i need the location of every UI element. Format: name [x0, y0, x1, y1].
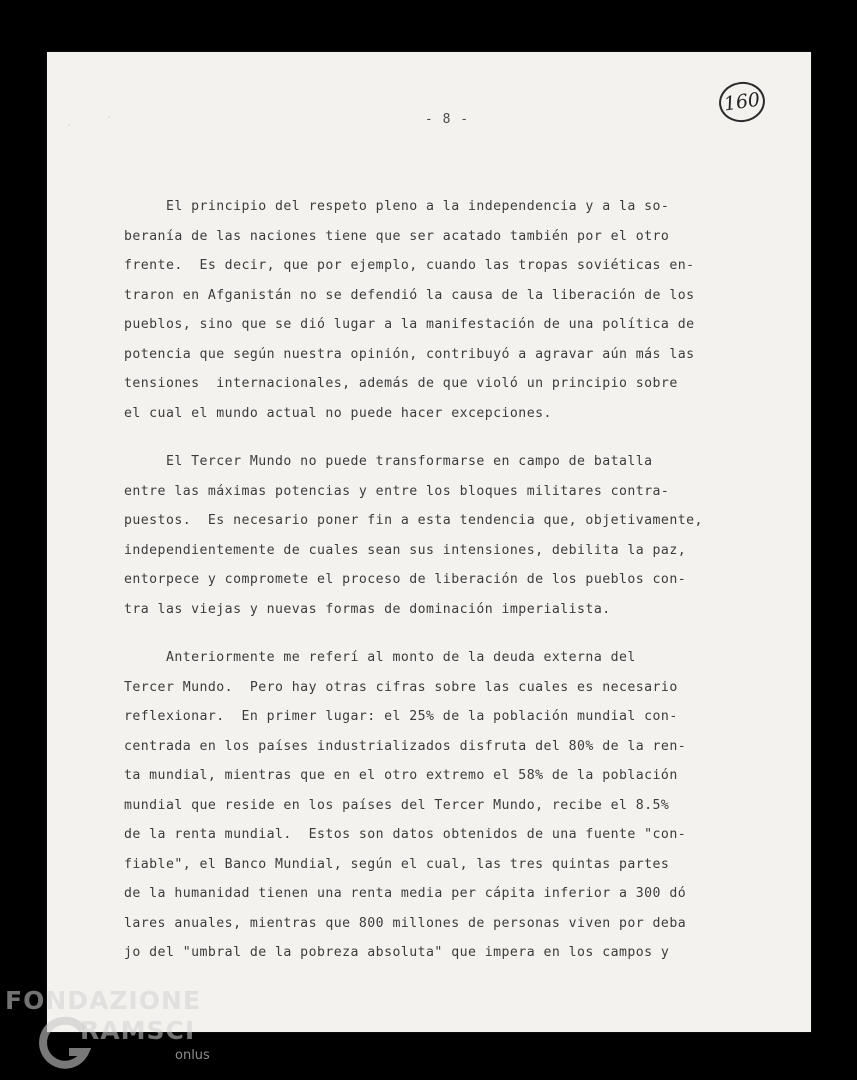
text-line: centrada en los países industrializados disfruta del 80% de la ren-: [124, 738, 687, 754]
text-line: pueblos, sino que se dió lugar a la manifestación de una política de: [124, 317, 695, 332]
document-body: [124, 192, 724, 987]
text-line: tensiones internacionales, además de que violó un principio sobre: [124, 376, 678, 391]
page-number-text: - 8 -: [424, 112, 470, 127]
dust-speck: [68, 124, 70, 126]
text-line: el cual el mundo actual no puede hacer excepciones.: [124, 405, 552, 421]
text-line: mundial que reside en los países del Tercer Mundo, recibe el 8.5%: [124, 797, 670, 813]
dust-speck: [108, 116, 110, 118]
paragraph: [124, 192, 724, 428]
text-line: traron en Afganistán no se defendió la causa de la liberación de los: [124, 287, 695, 303]
text-line: Anteriormente me referí al monto de la deuda externa del: [124, 650, 636, 665]
text-line: puestos. Es necesario poner fin a esta tendencia que, objetivamente,: [124, 513, 703, 528]
paragraph: [124, 643, 724, 968]
text-line: Tercer Mundo. Pero hay otras cifras sobre las cuales es necesario: [124, 679, 678, 695]
text-line: de la renta mundial. Estos son datos obtenidos de una fuente "con-: [124, 827, 687, 842]
watermark-line3: onlus: [175, 1048, 210, 1063]
text-line: reflexionar. En primer lugar: el 25% de la población mundial con-: [124, 709, 678, 724]
text-line: tra las viejas y nuevas formas de dominación imperialista.: [124, 601, 611, 617]
document-page: [47, 52, 811, 1032]
text-line: independientemente de cuales sean sus intensiones, debilita la paz,: [124, 542, 687, 558]
page-number: [47, 112, 811, 127]
text-line: ta mundial, mientras que en el otro extremo el 58% de la población: [124, 768, 678, 783]
text-line: fiable", el Banco Mundial, según el cual, las tres quintas partes: [124, 856, 670, 872]
text-line: frente. Es decir, que por ejemplo, cuando las tropas soviéticas en-: [124, 258, 695, 273]
watermark-line2: RAMSCI: [80, 1016, 196, 1045]
paragraph: [124, 447, 724, 624]
text-line: El principio del respeto pleno a la independencia y a la so-: [124, 199, 670, 214]
folio-number: 160: [722, 88, 762, 116]
text-line: lares anuales, mientras que 800 millones de personas viven por deba: [124, 915, 687, 931]
text-line: de la humanidad tienen una renta media per cápita inferior a 300 dó: [124, 886, 687, 901]
text-line: El Tercer Mundo no puede transformarse en campo de batalla: [124, 454, 653, 469]
text-line: potencia que según nuestra opinión, contribuyó a agravar aún más las: [124, 346, 695, 362]
text-line: beranía de las naciones tiene que ser acatado también por el otro: [124, 228, 670, 244]
archive-watermark: [5, 986, 225, 1080]
text-line: entre las máximas potencias y entre los bloques militares contra-: [124, 483, 670, 499]
text-line: entorpece y compromete el proceso de liberación de los pueblos con-: [124, 572, 687, 587]
watermark-line1: FONDAZIONE: [5, 986, 202, 1015]
text-line: jo del "umbral de la pobreza absoluta" que impera en los campos y: [124, 945, 670, 960]
